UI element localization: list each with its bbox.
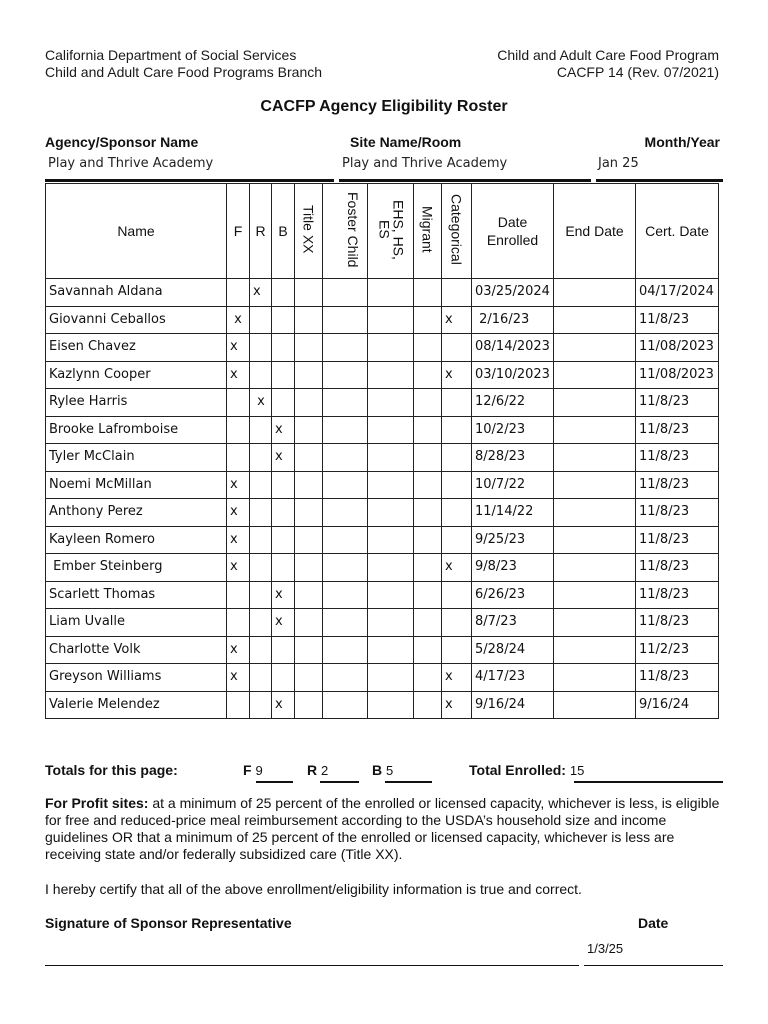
child-name-cell[interactable]: Giovanni Ceballos [46,306,227,334]
col-migrant: Migrant [414,184,442,279]
ehs-hs-es-cell[interactable] [368,334,414,362]
end-date-cell[interactable] [554,334,636,362]
cert-date-cell[interactable]: 11/8/23 [636,471,719,499]
ehs-hs-es-cell[interactable] [368,471,414,499]
title-xx-cell[interactable] [295,334,323,362]
date-enrolled-cell[interactable]: 5/28/24 [472,636,554,664]
cert-date-cell[interactable]: 11/8/23 [636,664,719,692]
table-row [46,361,719,389]
free-underline [256,781,293,783]
migrant-cell[interactable] [414,499,442,527]
ehs-hs-es-cell[interactable] [368,691,414,719]
child-name-cell[interactable]: Tyler McClain [46,444,227,472]
table-row [46,416,719,444]
base-cell[interactable] [272,526,295,554]
month-year-label: Month/Year [644,134,720,150]
end-date-cell[interactable] [554,389,636,417]
categorical-cell[interactable] [442,334,472,362]
certification-statement: I hereby certify that all of the above enrollment/eligibility information is true and correct. [45,881,582,897]
col-ehs-hs-es: EHS, HS, ES [368,184,414,279]
col-name: Name [46,184,227,279]
reduced-cell[interactable] [250,581,272,609]
total-free-value[interactable]: 9 [255,763,263,778]
for-profit-label: For Profit sites: [45,795,149,811]
child-name-cell[interactable]: Scarlett Thomas [46,581,227,609]
cert-date-cell[interactable]: 11/8/23 [636,416,719,444]
date-enrolled-cell[interactable]: 08/14/2023 [472,334,554,362]
end-date-cell[interactable] [554,691,636,719]
reduced-cell[interactable] [250,554,272,582]
cert-date-cell[interactable]: 11/8/23 [636,526,719,554]
child-name-cell[interactable]: Rylee Harris [46,389,227,417]
child-name-cell[interactable]: Valerie Melendez [46,691,227,719]
base-cell[interactable]: x [272,691,295,719]
foster-child-cell[interactable] [323,691,368,719]
ehs-hs-es-cell[interactable] [368,279,414,307]
migrant-cell[interactable] [414,444,442,472]
free-cell[interactable]: x [227,471,250,499]
title-xx-cell[interactable] [295,636,323,664]
table-row [46,526,719,554]
date-enrolled-cell[interactable]: 03/25/2024 [472,279,554,307]
branch-name: Child and Adult Care Food Programs Branch [45,64,323,80]
categorical-cell[interactable] [442,609,472,637]
migrant-cell[interactable] [414,609,442,637]
free-cell[interactable] [227,444,250,472]
title-xx-cell[interactable] [295,279,323,307]
reduced-cell[interactable] [250,416,272,444]
base-cell[interactable]: x [272,581,295,609]
reduced-cell[interactable] [250,471,272,499]
migrant-cell[interactable] [414,526,442,554]
categorical-cell[interactable]: x [442,361,472,389]
table-row [46,609,719,637]
col-foster-child: Foster Child [323,184,368,279]
migrant-cell[interactable] [414,279,442,307]
base-cell[interactable] [272,664,295,692]
cert-date-cell[interactable]: 11/8/23 [636,444,719,472]
col-free: F [227,184,250,279]
table-row [46,471,719,499]
program-name: Child and Adult Care Food Program [497,47,719,63]
end-date-cell[interactable] [554,526,636,554]
department-name: California Department of Social Services [45,47,297,63]
free-cell[interactable] [227,416,250,444]
end-date-cell[interactable] [554,361,636,389]
end-date-cell[interactable] [554,306,636,334]
base-cell[interactable] [272,361,295,389]
child-name-cell[interactable]: Brooke Lafromboise [46,416,227,444]
title-xx-cell[interactable] [295,361,323,389]
migrant-cell[interactable] [414,334,442,362]
foster-child-cell[interactable] [323,416,368,444]
cert-date-cell[interactable]: 11/8/23 [636,306,719,334]
base-cell[interactable]: x [272,416,295,444]
base-cell[interactable] [272,471,295,499]
categorical-cell[interactable] [442,279,472,307]
month-year-field[interactable]: Jan 25 [598,156,639,171]
cert-date-cell[interactable]: 11/8/23 [636,609,719,637]
site-name-field[interactable]: Play and Thrive Academy [342,156,508,171]
title-xx-cell[interactable] [295,389,323,417]
total-free [243,762,263,778]
title-xx-cell[interactable] [295,306,323,334]
migrant-cell[interactable] [414,416,442,444]
ehs-hs-es-cell[interactable] [368,361,414,389]
foster-child-cell[interactable] [323,554,368,582]
for-profit-text: at a minimum of 25 percent of the enrolled or licensed capacity, whichever is less, is eligible for free and reduced-price meal reimbursement according to the USDA’s household size and income guidelines OR that a minimum of 25 percent of the enrolled or licensed capacity, whichever is less are receiving state and/or federally subsidized care (Title XX). [45,795,720,862]
date-enrolled-cell[interactable]: 12/6/22 [472,389,554,417]
total-enrolled-value[interactable]: 15 [569,763,585,778]
title-xx-cell[interactable] [295,471,323,499]
date-enrolled-cell[interactable]: 10/7/22 [472,471,554,499]
agency-sponsor-label: Agency/Sponsor Name [45,134,199,150]
agency-header [45,47,322,81]
reduced-cell[interactable] [250,361,272,389]
col-base: B [272,184,295,279]
page-title: CACFP Agency Eligibility Roster [260,98,508,115]
child-name-cell[interactable]: Greyson Williams [46,664,227,692]
free-cell[interactable] [227,581,250,609]
free-cell[interactable]: x [227,306,250,334]
ehs-hs-es-cell[interactable] [368,581,414,609]
foster-child-cell[interactable] [323,499,368,527]
cert-date-cell[interactable]: 11/8/23 [636,554,719,582]
total-enrolled [469,762,584,778]
end-date-cell[interactable] [554,636,636,664]
table-row [46,444,719,472]
free-cell[interactable] [227,389,250,417]
col-end-date: End Date [554,184,636,279]
site-underline [339,179,591,182]
end-date-cell[interactable] [554,279,636,307]
title-xx-cell[interactable] [295,499,323,527]
ehs-hs-es-cell[interactable] [368,389,414,417]
migrant-cell[interactable] [414,471,442,499]
free-cell[interactable]: x [227,361,250,389]
base-cell[interactable] [272,554,295,582]
free-cell[interactable]: x [227,636,250,664]
col-cert-date: Cert. Date [636,184,719,279]
reduced-cell[interactable] [250,526,272,554]
categorical-cell[interactable] [442,416,472,444]
table-row [46,691,719,719]
reduced-cell[interactable] [250,306,272,334]
reduced-cell[interactable] [250,609,272,637]
signature-label: Signature of Sponsor Representative [45,915,292,931]
table-row [46,636,719,664]
reduced-cell[interactable] [250,664,272,692]
ehs-hs-es-cell[interactable] [368,416,414,444]
date-enrolled-cell[interactable]: 2/16/23 [472,306,554,334]
foster-child-cell[interactable] [323,306,368,334]
title-xx-cell[interactable] [295,526,323,554]
child-name-cell[interactable]: Kayleen Romero [46,526,227,554]
migrant-cell[interactable] [414,389,442,417]
ehs-hs-es-cell[interactable] [368,444,414,472]
total-reduced [307,762,328,778]
title-xx-cell[interactable] [295,444,323,472]
base-underline [385,781,432,783]
foster-child-cell[interactable] [323,361,368,389]
categorical-cell[interactable]: x [442,691,472,719]
date-enrolled-cell[interactable]: 4/17/23 [472,664,554,692]
roster-body [46,279,719,719]
free-cell[interactable] [227,279,250,307]
ehs-hs-es-cell[interactable] [368,526,414,554]
cert-date-cell[interactable]: 11/2/23 [636,636,719,664]
date-enrolled-cell[interactable]: 11/14/22 [472,499,554,527]
end-date-cell[interactable] [554,471,636,499]
end-date-cell[interactable] [554,444,636,472]
migrant-cell[interactable] [414,554,442,582]
title-xx-cell[interactable] [295,664,323,692]
foster-child-cell[interactable] [323,444,368,472]
foster-child-cell[interactable] [323,334,368,362]
ehs-hs-es-cell[interactable] [368,664,414,692]
end-date-cell[interactable] [554,609,636,637]
end-date-cell[interactable] [554,416,636,444]
child-name-cell[interactable]: Liam Uvalle [46,609,227,637]
table-row [46,279,719,307]
migrant-cell[interactable] [414,664,442,692]
free-cell[interactable] [227,609,250,637]
child-name-cell[interactable]: Anthony Perez [46,499,227,527]
free-cell[interactable]: x [227,526,250,554]
date-enrolled-cell[interactable]: 9/8/23 [472,554,554,582]
date-enrolled-cell[interactable]: 8/7/23 [472,609,554,637]
migrant-cell[interactable] [414,306,442,334]
reduced-cell[interactable] [250,334,272,362]
total-base [372,762,393,778]
col-reduced: R [250,184,272,279]
foster-child-cell[interactable] [323,581,368,609]
foster-child-cell[interactable] [323,636,368,664]
categorical-cell[interactable]: x [442,306,472,334]
table-row [46,664,719,692]
cert-date-cell[interactable]: 11/8/23 [636,499,719,527]
title-xx-cell[interactable] [295,691,323,719]
agency-underline [45,179,334,182]
agency-sponsor-field[interactable]: Play and Thrive Academy [48,156,214,171]
title-xx-cell[interactable] [295,554,323,582]
enrolled-underline [574,781,723,783]
cert-date-cell[interactable]: 9/16/24 [636,691,719,719]
end-date-cell[interactable] [554,664,636,692]
categorical-cell[interactable] [442,471,472,499]
categorical-cell[interactable] [442,526,472,554]
migrant-cell[interactable] [414,581,442,609]
base-cell[interactable]: x [272,444,295,472]
categorical-cell[interactable]: x [442,664,472,692]
child-name-cell[interactable]: Eisen Chavez [46,334,227,362]
end-date-cell[interactable] [554,499,636,527]
base-cell[interactable] [272,499,295,527]
total-reduced-label: R [307,762,318,778]
date-enrolled-cell[interactable]: 9/16/24 [472,691,554,719]
cert-date-cell[interactable]: 11/8/23 [636,389,719,417]
reduced-cell[interactable] [250,636,272,664]
foster-child-cell[interactable] [323,279,368,307]
table-row [46,581,719,609]
cert-date-cell[interactable]: 11/08/2023 [636,361,719,389]
ehs-hs-es-cell[interactable] [368,499,414,527]
free-cell[interactable]: x [227,334,250,362]
foster-child-cell[interactable] [323,389,368,417]
col-categorical: Categorical [442,184,472,279]
title-xx-cell[interactable] [295,416,323,444]
categorical-cell[interactable]: x [442,554,472,582]
form-number: CACFP 14 (Rev. 07/2021) [556,64,719,80]
end-date-cell[interactable] [554,581,636,609]
free-cell[interactable]: x [227,499,250,527]
reduced-cell[interactable]: x [250,279,272,307]
base-cell[interactable] [272,306,295,334]
cert-date-cell[interactable]: 11/08/2023 [636,334,719,362]
ehs-hs-es-cell[interactable] [368,636,414,664]
categorical-cell[interactable] [442,581,472,609]
child-name-cell[interactable]: Noemi McMillan [46,471,227,499]
ehs-hs-es-cell[interactable] [368,609,414,637]
ehs-hs-es-cell[interactable] [368,306,414,334]
total-reduced-value[interactable]: 2 [321,763,329,778]
cert-date-cell[interactable]: 11/8/23 [636,581,719,609]
child-name-cell[interactable]: Charlotte Volk [46,636,227,664]
child-name-cell[interactable]: Kazlynn Cooper [46,361,227,389]
child-name-cell[interactable]: Savannah Aldana [46,279,227,307]
categorical-cell[interactable] [442,636,472,664]
foster-child-cell[interactable] [323,609,368,637]
for-profit-note [45,795,725,863]
migrant-cell[interactable] [414,636,442,664]
date-enrolled-cell[interactable]: 6/26/23 [472,581,554,609]
total-enrolled-label: Total Enrolled: [469,762,566,778]
foster-child-cell[interactable] [323,526,368,554]
free-cell[interactable]: x [227,554,250,582]
categorical-cell[interactable] [442,444,472,472]
date-enrolled-cell[interactable]: 03/10/2023 [472,361,554,389]
table-header-row [46,184,719,279]
child-name-cell[interactable]: Ember Steinberg [46,554,227,582]
date-enrolled-cell[interactable]: 8/28/23 [472,444,554,472]
eligibility-roster-table [45,183,719,719]
title-xx-cell[interactable] [295,581,323,609]
base-cell[interactable] [272,636,295,664]
site-name-label: Site Name/Room [350,134,462,150]
table-row [46,334,719,362]
totals-label: Totals for this page: [45,762,178,778]
base-cell[interactable]: x [272,609,295,637]
foster-child-cell[interactable] [323,471,368,499]
free-cell[interactable] [227,691,250,719]
signature-line[interactable] [45,965,579,966]
table-row [46,554,719,582]
categorical-cell[interactable] [442,499,472,527]
ehs-hs-es-cell[interactable] [368,554,414,582]
base-cell[interactable] [272,334,295,362]
col-title-xx: Title XX [295,184,323,279]
title-xx-cell[interactable] [295,609,323,637]
end-date-cell[interactable] [554,554,636,582]
table-row [46,306,719,334]
categorical-cell[interactable] [442,389,472,417]
signature-date-field[interactable]: 1/3/25 [587,941,624,956]
reduced-cell[interactable]: x [250,389,272,417]
reduced-cell[interactable] [250,499,272,527]
table-row [46,389,719,417]
reduced-underline [320,781,359,783]
migrant-cell[interactable] [414,691,442,719]
program-header [497,47,719,81]
total-base-label: B [372,762,383,778]
base-cell[interactable] [272,279,295,307]
table-row [46,499,719,527]
col-date-enrolled: Date Enrolled [472,184,554,279]
reduced-cell[interactable] [250,444,272,472]
month-underline [596,179,723,182]
signature-date-line [584,965,723,966]
date-enrolled-cell[interactable]: 10/2/23 [472,416,554,444]
reduced-cell[interactable] [250,691,272,719]
date-enrolled-cell[interactable]: 9/25/23 [472,526,554,554]
base-cell[interactable] [272,389,295,417]
foster-child-cell[interactable] [323,664,368,692]
migrant-cell[interactable] [414,361,442,389]
signature-date-label: Date [638,915,669,931]
cert-date-cell[interactable]: 04/17/2024 [636,279,719,307]
total-base-value[interactable]: 5 [386,763,394,778]
total-free-label: F [243,762,252,778]
free-cell[interactable]: x [227,664,250,692]
